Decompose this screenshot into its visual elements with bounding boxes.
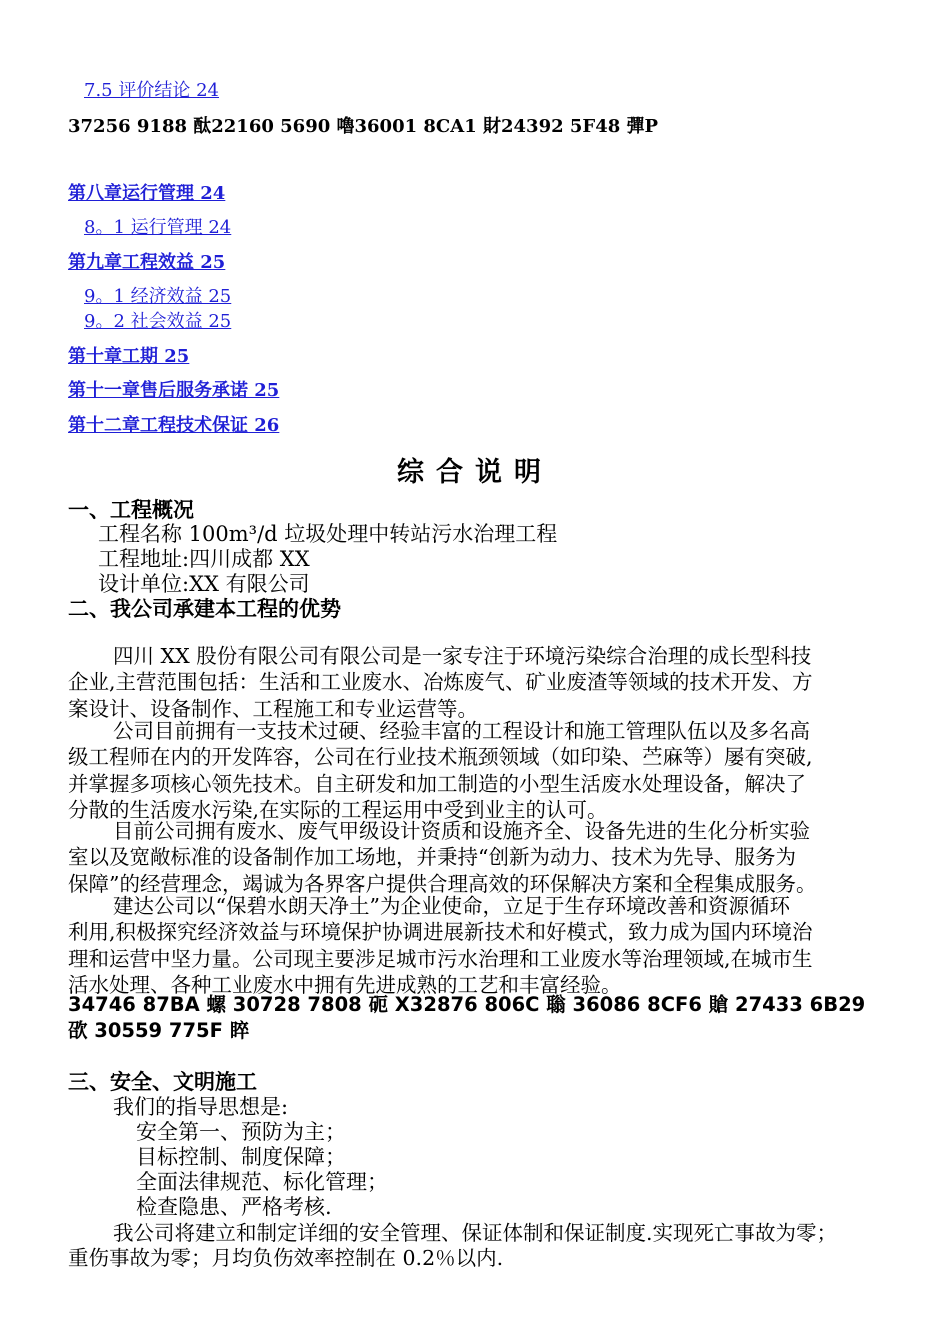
text-line: 分散的生活废水污染,在实际的工程运用中受到业主的认可。 (68, 797, 608, 822)
page-title: 综合说明 (397, 457, 553, 488)
toc-link-9-1[interactable]: 9。1 经济效益 25 (84, 286, 232, 307)
toc-link-chapter-10[interactable]: 第十章工期 25 (68, 346, 190, 367)
section-2-heading: 二、我公司承建本工程的优势 (68, 597, 341, 621)
guiding-principles-intro: 我们的指导思想是: (113, 1095, 289, 1119)
toc-link-9-2[interactable]: 9。2 社会效益 25 (84, 311, 232, 332)
toc-link-8-1[interactable]: 8。1 运行管理 24 (84, 217, 232, 238)
text-line: 并掌握多项核心领先技术。自主研发和加工制造的小型生活废水处理设备，解决了 (68, 771, 806, 796)
text-line: 企业,主营范围包括：生活和工业废水、冶炼废气、矿业废渣等领域的技术开发、方 (68, 670, 813, 695)
section-3-heading: 三、安全、文明施工 (68, 1070, 257, 1094)
section-1-heading: 一、工程概况 (68, 498, 194, 522)
principle-item: 目标控制、制度保障； (136, 1145, 346, 1169)
principle-item: 安全第一、预防为主； (136, 1120, 346, 1144)
text-line: 利用,积极探究经济效益与环境保护协调进展新技术和好模式，致力成为国内环境治 (68, 920, 813, 945)
toc-link-chapter-9[interactable]: 第九章工程效益 25 (68, 252, 226, 273)
text-line: 案设计、设备制作、工程施工和专业运营等。 (68, 696, 478, 721)
text-line: 理和运营中坚力量。公司现主要涉足城市污水治理和工业废水等治理领域,在城市生 (68, 946, 813, 971)
text-line: 室以及宽敞标准的设备制作加工场地，并秉持“创新为动力、技术为先导、服务为 (68, 845, 796, 870)
project-address: 工程地址:四川成都 XX (98, 547, 310, 571)
text-line: 四川 XX 股份有限公司有限公司是一家专注于环境污染综合治理的成长型科技 (113, 644, 812, 668)
paragraph-mission (68, 893, 884, 998)
principle-item: 全面法律规范、标化管理； (136, 1170, 388, 1194)
toc-link-chapter-12[interactable]: 第十二章工程技术保证 26 (68, 415, 280, 436)
text-line: 级工程师在内的开发阵容，公司在行业技术瓶颈领域（如印染、苎麻等）屡有突破, (68, 745, 813, 770)
toc-link-chapter-11[interactable]: 第十一章售后服务承诺 25 (68, 380, 280, 401)
project-name: 工程名称 100m³/d 垃圾处理中转站污水治理工程 (98, 522, 558, 546)
garbled-line: 34746 87BA 螺 30728 7808 砈 X32876 806C 聬 36086 8CF6 賶 27433 6B29 欩 30559 775F 睟 (68, 993, 866, 1042)
toc-link-7-5[interactable]: 7.5 评价结论 24 (84, 80, 219, 101)
text-line: 建达公司以“保碧水朗天净土”为企业使命，立足于生存环境改善和资源循环 (113, 894, 790, 918)
text-line: 公司目前拥有一支技术过硬、经验丰富的工程设计和施工管理队伍以及多名高 (113, 719, 810, 743)
design-unit: 设计单位:XX 有限公司 (98, 572, 310, 596)
text-line: 保障”的经营理念，竭诚为各界客户提供合理高效的环保解决方案和全程集成服务。 (68, 871, 817, 896)
principle-item: 检查隐患、严格考核. (136, 1195, 332, 1219)
paragraph-qualifications (68, 818, 884, 897)
text-line: 目前公司拥有废水、废气甲级设计资质和设施齐全、设备先进的生化分析实验 (113, 819, 810, 843)
safety-commitment-line: 我公司将建立和制定详细的安全管理、保证体制和保证制度.实现死亡事故为零； (113, 1221, 838, 1245)
text-line: 活水处理、各种工业废水中拥有先进成熟的工艺和丰富经验。 (68, 972, 622, 997)
paragraph-team (68, 718, 884, 823)
toc-link-chapter-8[interactable]: 第八章运行管理 24 (68, 183, 226, 204)
safety-commitment-line: 重伤事故为零；月均负伤效率控制在 0.2％以内. (68, 1246, 504, 1270)
toc-garbled-line: 37256 9188 酞22160 5690 嚕36001 8CA1 財24392 5F48 彈P (68, 116, 659, 137)
paragraph-company-intro (68, 643, 884, 722)
